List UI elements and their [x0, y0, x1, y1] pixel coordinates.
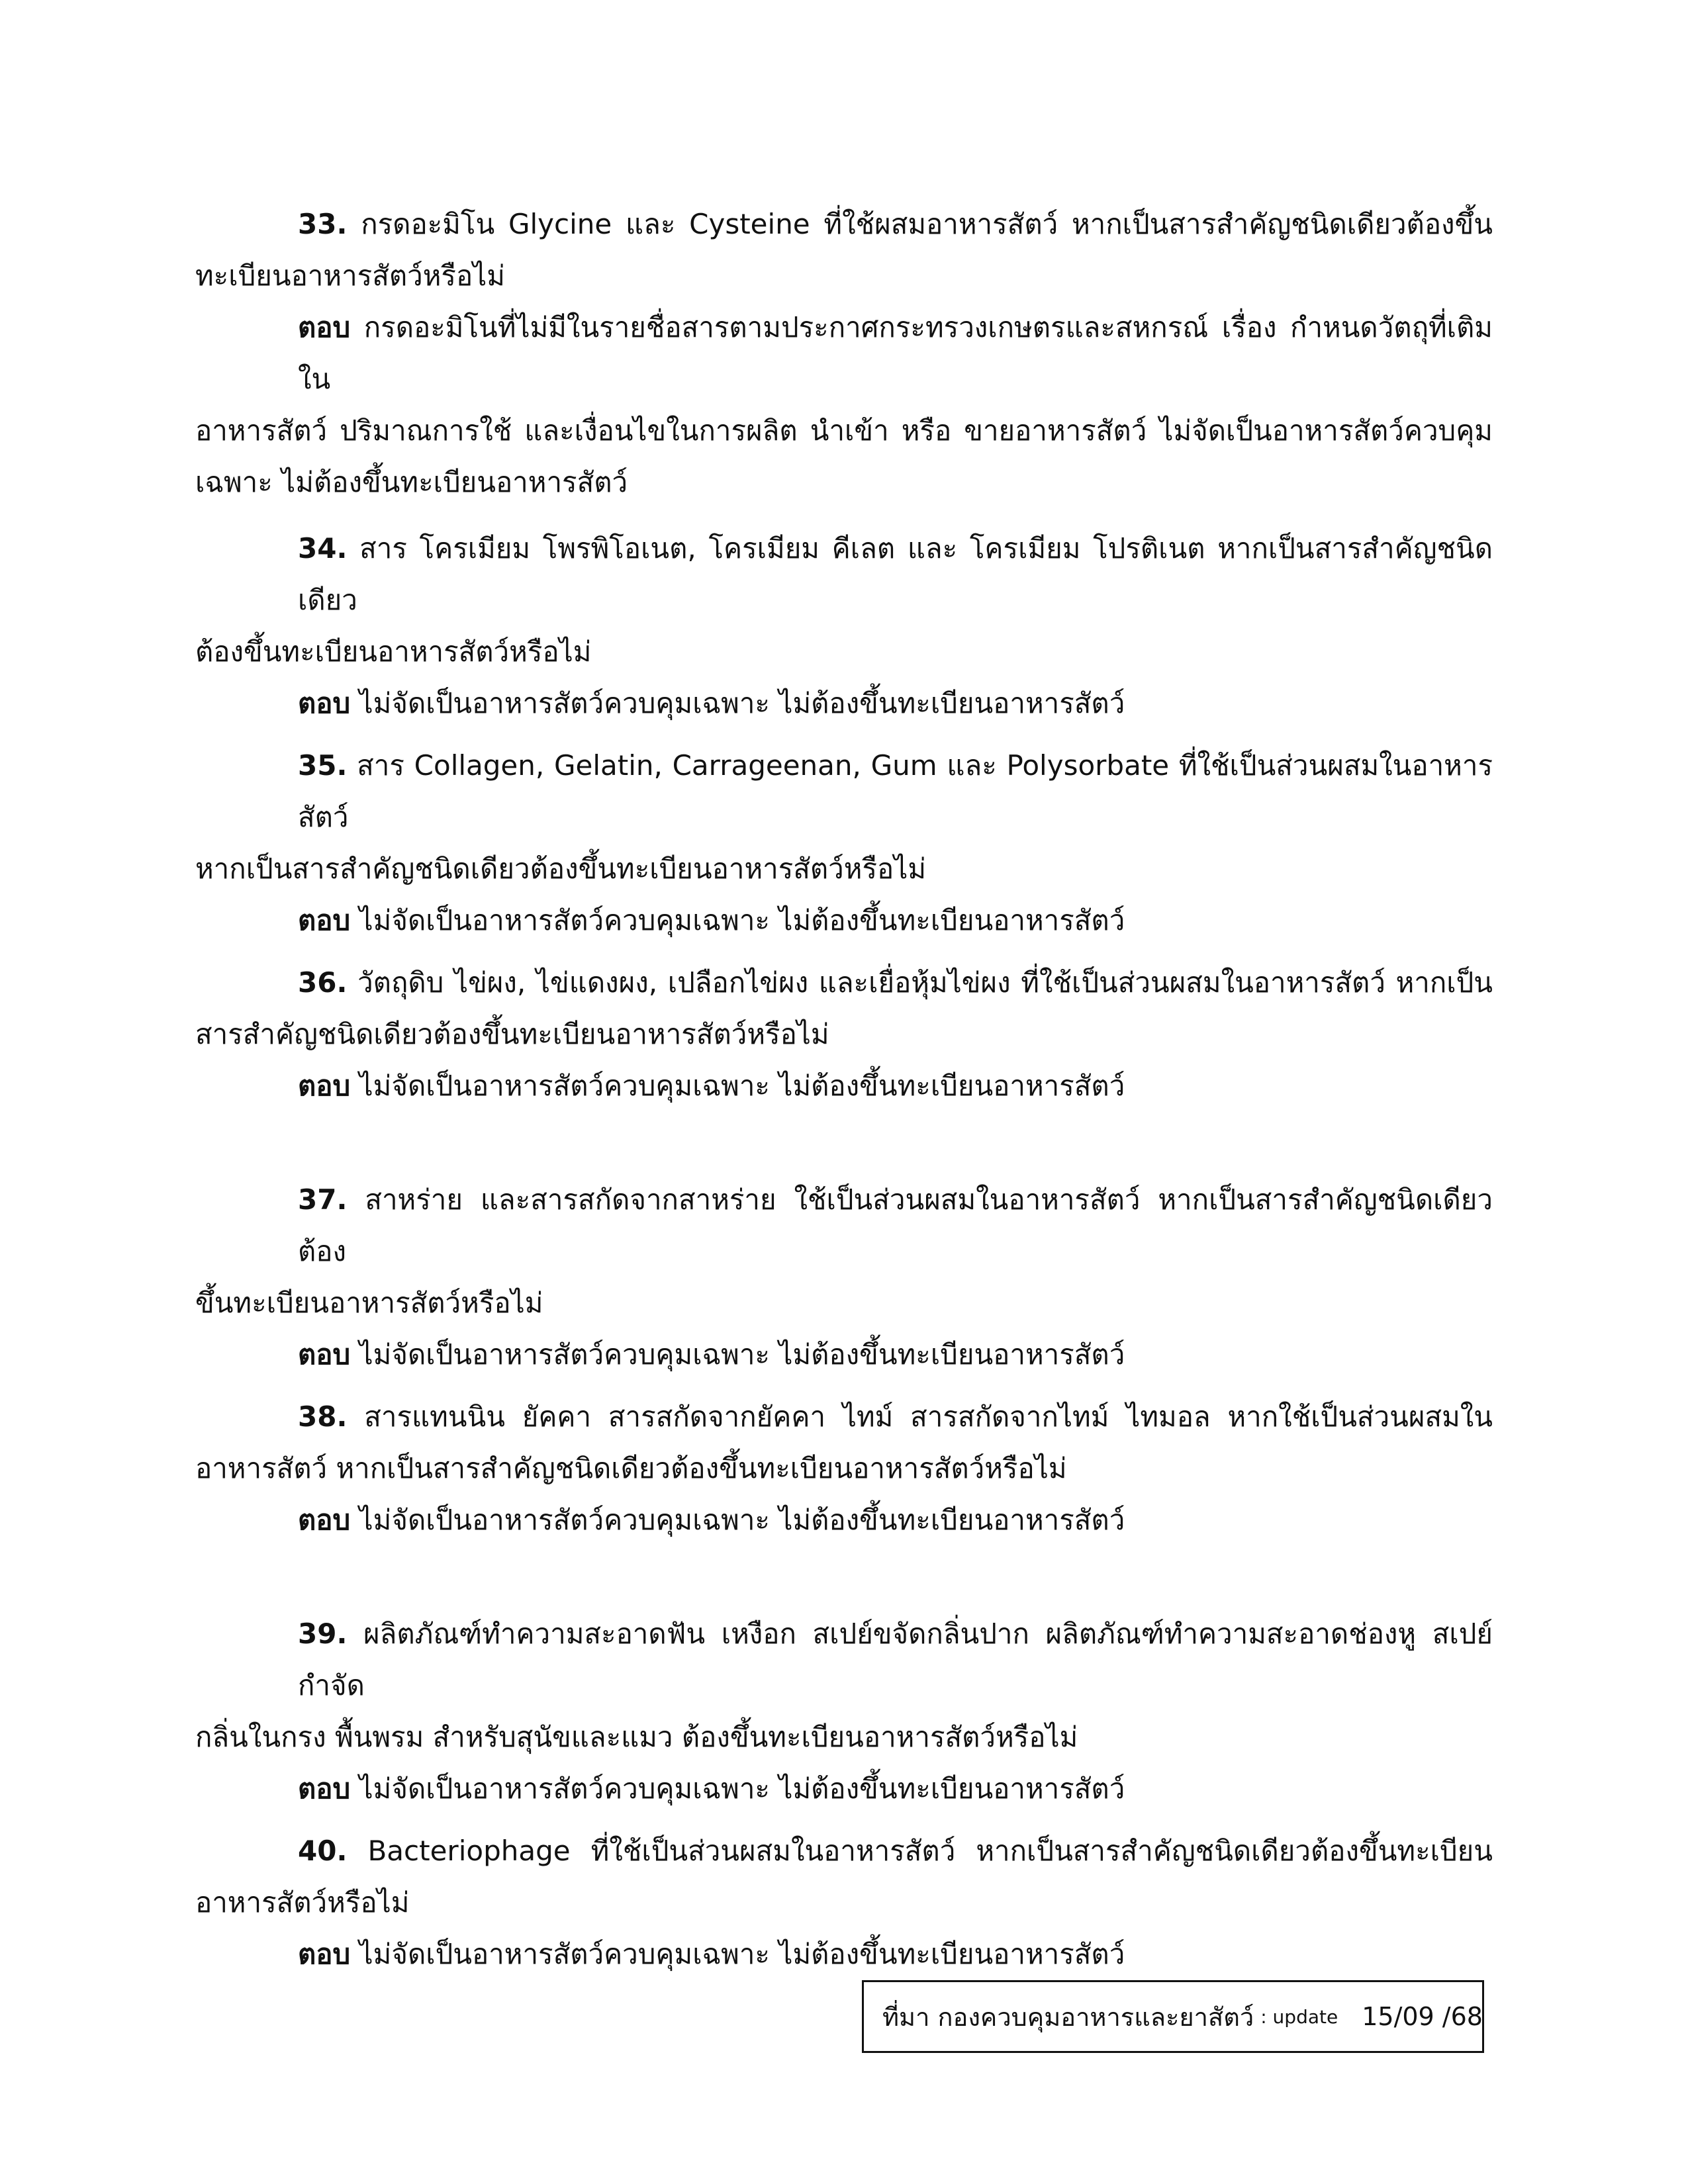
- update-date: 15/09 /68: [1362, 2002, 1483, 2031]
- question-line: หากเป็นสารสำคัญชนิดเดียวต้องขึ้นทะเบียนอาหารสัตว์หรือไม่: [195, 852, 927, 885]
- answer-text: ไม่จัดเป็นอาหารสัตว์ควบคุมเฉพาะ ไม่ต้องขึ้นทะเบียนอาหารสัตว์: [359, 687, 1125, 719]
- answer-line: [195, 1763, 1493, 1815]
- answer-text: กรดอะมิโนที่ไม่มีในรายชื่อสารตามประกาศกระทรวงเกษตรและสหกรณ์ เรื่อง กำหนดวัตถุที่เติมใน: [298, 311, 1493, 395]
- question-text: วัตถุดิบ ไข่ผง, ไข่แดงผง, เปลือกไข่ผง และเยื่อหุ้มไข่ผง ที่ใช้เป็นส่วนผสมในอาหารสัตว์ หากเป็น: [357, 966, 1493, 999]
- question-text: กรดอะมิโน Glycine และ Cysteine ที่ใช้ผสมอาหารสัตว์ หากเป็นสารสำคัญชนิดเดียวต้องขึ้น: [361, 208, 1493, 240]
- update-label: : update: [1260, 2005, 1338, 2028]
- question-line: [195, 1391, 1493, 1443]
- answer-line: อาหารสัตว์ ปริมาณการใช้ และเงื่อนไขในการผลิต นำเข้า หรือ ขายอาหารสัตว์ ไม่จัดเป็นอาหารสัตว์ควบคุม: [195, 414, 1493, 447]
- question-text: สาร โครเมียม โพรพิโอเนต, โครเมียม คีเลต และ โครเมียม โปรติเนต หากเป็นสารสำคัญชนิดเดียว: [298, 532, 1493, 616]
- question-line: ต้องขึ้นทะเบียนอาหารสัตว์หรือไม่: [195, 635, 592, 668]
- answer-text: ไม่จัดเป็นอาหารสัตว์ควบคุมเฉพาะ ไม่ต้องขึ้นทะเบียนอาหารสัตว์: [359, 1938, 1125, 1970]
- question-number: 33.: [298, 208, 348, 240]
- question-line: [195, 1174, 1493, 1277]
- question-line: [195, 523, 1493, 626]
- answer-line: [195, 1060, 1493, 1112]
- answer-label: ตอบ: [298, 1504, 351, 1536]
- answer-line: เฉพาะ ไม่ต้องขึ้นทะเบียนอาหารสัตว์: [195, 466, 628, 498]
- question-line: ทะเบียนอาหารสัตว์หรือไม่: [195, 259, 505, 292]
- answer-line: [195, 1329, 1493, 1381]
- answer-label: ตอบ: [298, 1772, 351, 1805]
- question-number: 35.: [298, 749, 348, 782]
- qa-item-34: [195, 523, 1493, 729]
- question-text: ผลิตภัณฑ์ทำความสะอาดฟัน เหงือก สเปย์ขจัดกลิ่นปาก ผลิตภัณฑ์ทำความสะอาดช่องหู สเปย์กำจัด: [298, 1617, 1493, 1702]
- question-line: [195, 957, 1493, 1009]
- question-number: 37.: [298, 1183, 348, 1216]
- qa-item-35: [195, 740, 1493, 946]
- question-number: 38.: [298, 1400, 348, 1433]
- qa-item-40: [195, 1825, 1493, 1980]
- answer-label: ตอบ: [298, 904, 351, 936]
- question-line: [195, 1825, 1493, 1877]
- question-text: สารแทนนิน ยัคคา สารสกัดจากยัคคา ไทม์ สารสกัดจากไทม์ ไทมอล หากใช้เป็นส่วนผสมใน: [364, 1400, 1493, 1433]
- qa-item-39: [195, 1608, 1493, 1815]
- answer-text: ไม่จัดเป็นอาหารสัตว์ควบคุมเฉพาะ ไม่ต้องขึ้นทะเบียนอาหารสัตว์: [359, 1772, 1125, 1805]
- qa-item-37: [195, 1174, 1493, 1381]
- answer-line: [195, 302, 1493, 405]
- answer-label: ตอบ: [298, 311, 351, 343]
- question-text: Bacteriophage ที่ใช้เป็นส่วนผสมในอาหารสัตว์ หากเป็นสารสำคัญชนิดเดียวต้องขึ้นทะเบียน: [367, 1835, 1493, 1867]
- answer-text: ไม่จัดเป็นอาหารสัตว์ควบคุมเฉพาะ ไม่ต้องขึ้นทะเบียนอาหารสัตว์: [359, 1069, 1125, 1102]
- source-box: [862, 1980, 1484, 2053]
- answer-label: ตอบ: [298, 1069, 351, 1102]
- answer-label: ตอบ: [298, 1938, 351, 1970]
- question-line: [195, 1608, 1493, 1711]
- question-number: 36.: [298, 966, 348, 999]
- answer-label: ตอบ: [298, 1338, 351, 1371]
- question-number: 40.: [298, 1835, 348, 1867]
- question-number: 39.: [298, 1617, 348, 1650]
- answer-label: ตอบ: [298, 687, 351, 719]
- answer-line: [195, 1494, 1493, 1546]
- answer-line: [195, 895, 1493, 946]
- source-label: ที่มา กองควบคุมอาหารและยาสัตว์: [882, 2002, 1254, 2032]
- answer-text: ไม่จัดเป็นอาหารสัตว์ควบคุมเฉพาะ ไม่ต้องขึ้นทะเบียนอาหารสัตว์: [359, 904, 1125, 936]
- answer-text: ไม่จัดเป็นอาหารสัตว์ควบคุมเฉพาะ ไม่ต้องขึ้นทะเบียนอาหารสัตว์: [359, 1338, 1125, 1371]
- question-text: สาร Collagen, Gelatin, Carrageenan, Gum และ Polysorbate ที่ใช้เป็นส่วนผสมในอาหารสัตว์: [298, 749, 1493, 833]
- question-number: 34.: [298, 532, 348, 565]
- question-line: อาหารสัตว์ หากเป็นสารสำคัญชนิดเดียวต้องขึ้นทะเบียนอาหารสัตว์หรือไม่: [195, 1452, 1067, 1484]
- qa-item-36: [195, 957, 1493, 1112]
- question-line: ขึ้นทะเบียนอาหารสัตว์หรือไม่: [195, 1287, 543, 1319]
- qa-item-38: [195, 1391, 1493, 1546]
- question-line: อาหารสัตว์หรือไม่: [195, 1886, 410, 1919]
- answer-text: ไม่จัดเป็นอาหารสัตว์ควบคุมเฉพาะ ไม่ต้องขึ้นทะเบียนอาหารสัตว์: [359, 1504, 1125, 1536]
- question-line: กลิ่นในกรง พื้นพรม สำหรับสุนัขและแมว ต้องขึ้นทะเบียนอาหารสัตว์หรือไม่: [195, 1721, 1078, 1753]
- qa-item-33: [195, 199, 1493, 508]
- answer-line: [195, 678, 1493, 729]
- question-line: [195, 199, 1493, 250]
- question-text: สาหร่าย และสารสกัดจากสาหร่าย ใช้เป็นส่วนผสมในอาหารสัตว์ หากเป็นสารสำคัญชนิดเดียวต้อง: [298, 1183, 1493, 1267]
- question-line: [195, 740, 1493, 843]
- question-line: สารสำคัญชนิดเดียวต้องขึ้นทะเบียนอาหารสัตว์หรือไม่: [195, 1018, 829, 1050]
- answer-line: [195, 1929, 1493, 1980]
